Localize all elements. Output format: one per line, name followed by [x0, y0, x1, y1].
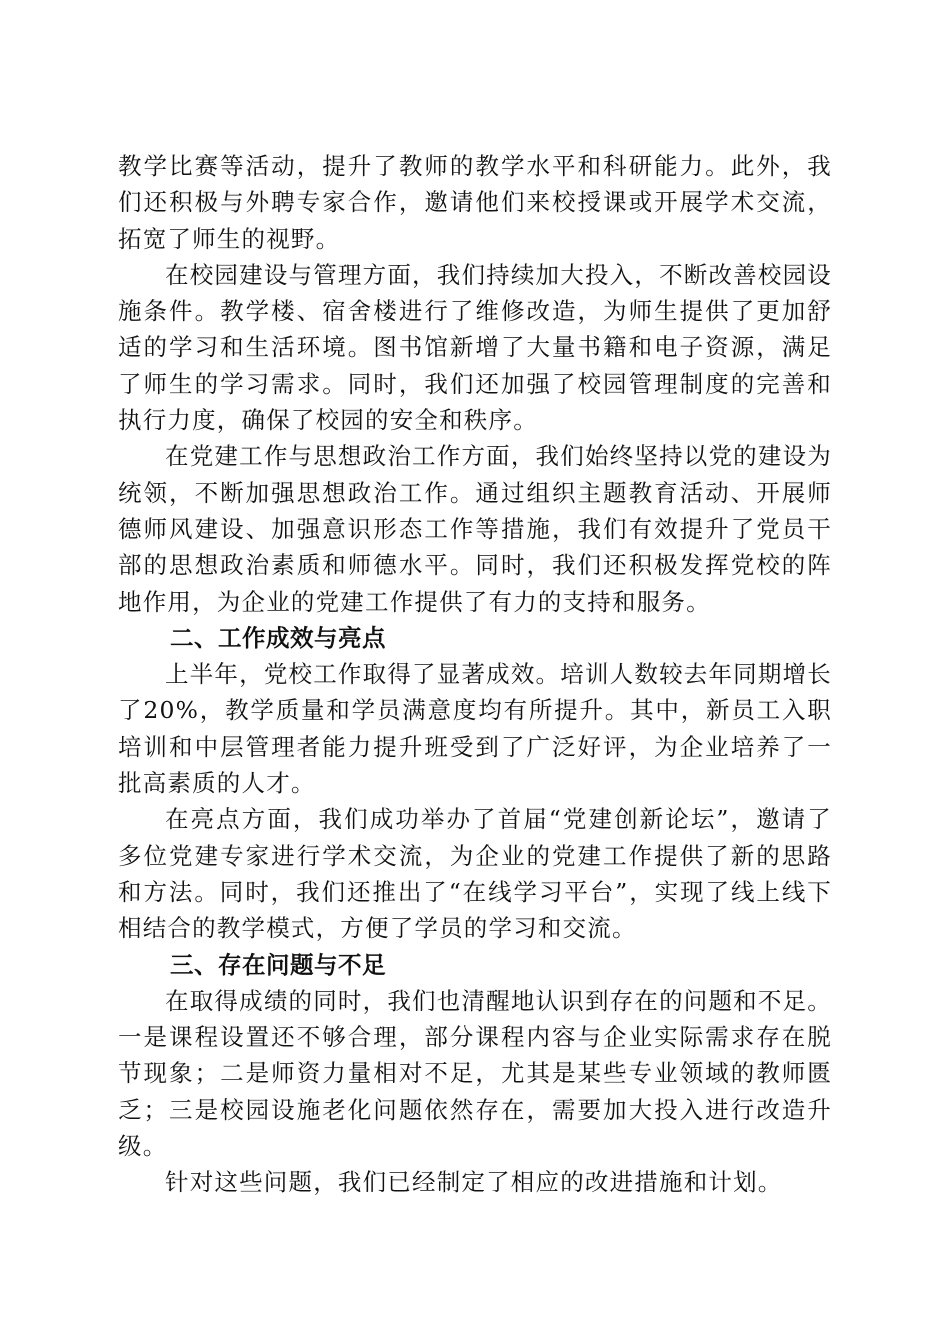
- section-heading-problems: 三、存在问题与不足: [170, 950, 386, 979]
- paragraph-results: 上半年，党校工作取得了显著成效。培训人数较去年同期增长了20%，教学质量和学员满意度均有所提升。其中，新员工入职培训和中层管理者能力提升班受到了广泛好评，为企业培养了一批高素质的人才。: [118, 660, 832, 798]
- paragraph-continued: 教学比赛等活动，提升了教师的教学水平和科研能力。此外，我们还积极与外聘专家合作，邀请他们来校授课或开展学术交流，拓宽了师生的视野。: [118, 152, 832, 253]
- paragraph-campus-construction: 在校园建设与管理方面，我们持续加大投入，不断改善校园设施条件。教学楼、宿舍楼进行了维修改造，为师生提供了更加舒适的学习和生活环境。图书馆新增了大量书籍和电子资源，满足了师生的学习需求。同时，我们还加强了校园管理制度的完善和执行力度，确保了校园的安全和秩序。: [118, 260, 832, 435]
- paragraph-measures: 针对这些问题，我们已经制定了相应的改进措施和计划。: [165, 1168, 783, 1197]
- paragraph-highlights: 在亮点方面，我们成功举办了首届“党建创新论坛”，邀请了多位党建专家进行学术交流，为企业的党建工作提供了新的思路和方法。同时，我们还推出了“在线学习平台”，实现了线上线下相结合的教学模式，方便了学员的学习和交流。: [118, 805, 832, 943]
- document-page: [118, 148, 832, 1201]
- paragraph-problems: 在取得成绩的同时，我们也清醒地认识到存在的问题和不足。一是课程设置还不够合理，部分课程内容与企业实际需求存在脱节现象；二是师资力量相对不足，尤其是某些专业领域的教师匮乏；三是校园设施老化问题依然存在，需要加大投入进行改造升级。: [118, 986, 832, 1161]
- section-heading-results: 二、工作成效与亮点: [170, 623, 386, 652]
- paragraph-party-building: 在党建工作与思想政治工作方面，我们始终坚持以党的建设为统领，不断加强思想政治工作。通过组织主题教育活动、开展师德师风建设、加强意识形态工作等措施，我们有效提升了党员干部的思想政治素质和师德水平。同时，我们还积极发挥党校的阵地作用，为企业的党建工作提供了有力的支持和服务。: [118, 442, 832, 616]
